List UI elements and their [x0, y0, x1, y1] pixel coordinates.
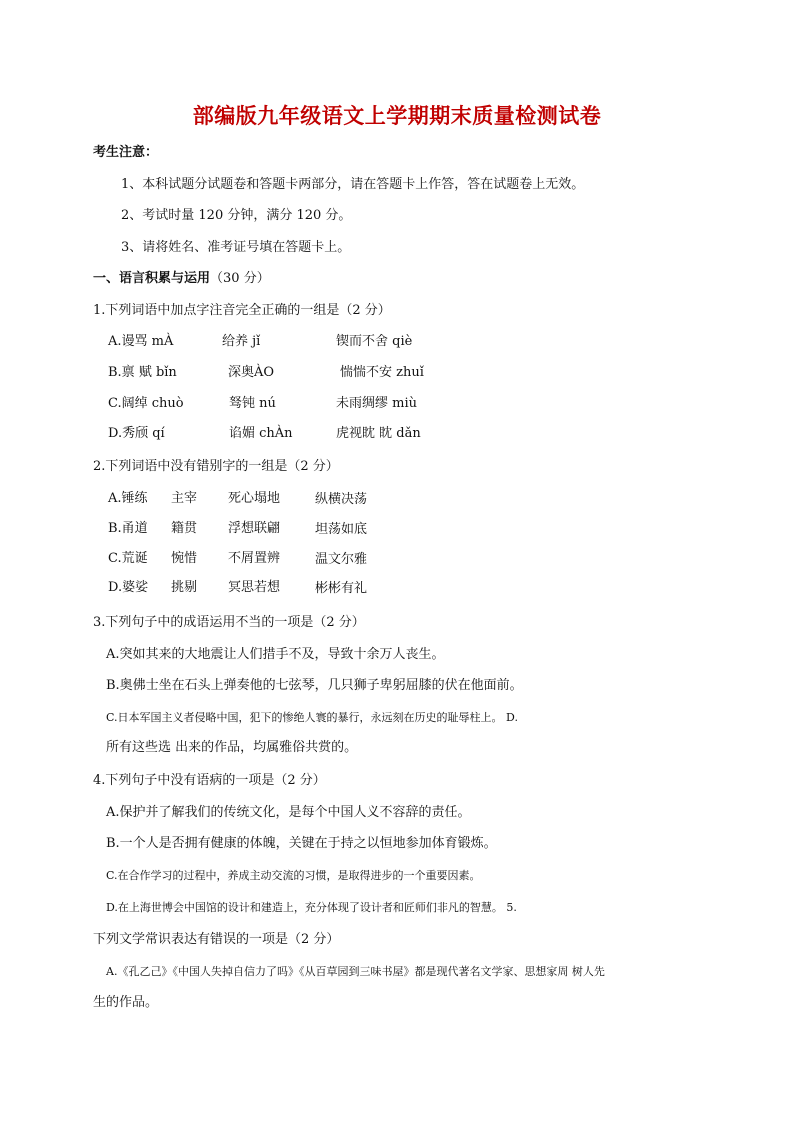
q1-a-1: A.谩骂 mÀ [108, 334, 174, 349]
q4-option-d: D.在上海世博会中国馆的设计和建造上，充分体现了设计者和匠师们非凡的智慧。 5. [106, 901, 517, 914]
q3-option-c: C.日本军国主义者侵略中国，犯下的惨绝人寰的暴行，永远刻在历史的耻辱柱上。 D. [106, 711, 518, 724]
q3-option-a: A.突如其来的大地震让人们措手不及，导致十余万人丧生。 [106, 647, 445, 662]
q1-b-1: B.禀 赋 bǐn [108, 365, 177, 380]
q1-d-2: 谄媚 chÀn [229, 426, 293, 441]
q2-d-2: 挑剔 [171, 580, 198, 595]
q2-a-2: 主宰 [171, 491, 198, 506]
q4-option-a: A.保护并了解我们的传统文化，是每个中国人义不容辞的责任。 [106, 805, 471, 820]
question-4-stem: 4.下列句子中没有语病的一项是（2 分） [93, 773, 326, 788]
q2-a-3: 死心塌地 [228, 491, 281, 506]
notice-heading: 考生注意： [93, 145, 159, 160]
page-title: 部编版九年级语文上学期期末质量检测试卷 [192, 104, 602, 128]
q1-d-3: 虎视眈 眈 dǎn [336, 426, 421, 441]
question-3-stem: 3.下列句子中的成语运用不当的一项是（2 分） [93, 615, 365, 630]
question-2-stem: 2.下列词语中没有错别字的一组是（2 分） [93, 459, 339, 474]
q1-b-3: 惴惴不安 zhuǐ [340, 365, 424, 380]
q2-a-1: A.锤练 [108, 491, 148, 506]
q2-d-1: D.婆娑 [108, 580, 149, 595]
q2-c-1: C.荒诞 [108, 551, 148, 566]
q2-d-3: 冥思若想 [228, 580, 281, 595]
q4-option-c: C.在合作学习的过程中，养成主动交流的习惯，是取得进步的一个重要因素。 [106, 869, 481, 882]
notice-item-2: 2、考试时量 120 分钟，满分 120 分。 [121, 208, 352, 223]
section-heading [93, 271, 270, 287]
q2-b-2: 籍贯 [171, 521, 198, 536]
q4-option-b: B.一个人是否拥有健康的体魄，关键在于持之以恒地参加体育锻炼。 [106, 836, 497, 851]
q3-option-d: 所有这些选 出来的作品，均属雅俗共赏的。 [106, 740, 358, 755]
q2-a-4: 纵横决荡 [315, 492, 368, 507]
q2-b-1: B.甬道 [108, 521, 148, 536]
q2-b-4: 坦荡如底 [315, 522, 368, 537]
notice-item-3: 3、请将姓名、准考证号填在答题卡上。 [121, 240, 351, 255]
q3-option-b: B.奥佛士坐在石头上弹奏他的七弦琴，几只狮子卑躬屈膝的伏在他面前。 [106, 678, 523, 693]
section-title: 一、语言积累与运用 [93, 271, 211, 286]
question-1-stem: 1.下列词语中加点字注音完全正确的一组是（2 分） [93, 303, 391, 318]
q5-option-a-line1: A.《孔乙己》《中国人失掉自信力了吗》《从百草园到三味书屋》都是现代著名文学家、思想家周 树人先 [106, 965, 605, 978]
q2-c-2: 惋惜 [171, 551, 198, 566]
q2-d-4: 彬彬有礼 [315, 581, 368, 596]
q1-d-1: D.秀颀 qí [108, 426, 165, 441]
q2-c-4: 温文尔雅 [315, 552, 368, 567]
q1-c-2: 驽钝 nú [229, 396, 276, 411]
q1-a-3: 锲而不舍 qiè [336, 334, 413, 349]
section-score: （30 分） [210, 271, 270, 286]
q1-c-1: C.阔绰 chuò [108, 396, 184, 411]
q1-b-2: 深奥ÀO [228, 365, 275, 380]
q2-c-3: 不屑置辨 [228, 551, 281, 566]
q5-option-a-line2: 生的作品。 [93, 995, 159, 1010]
q1-c-3: 未雨绸缪 miù [336, 396, 417, 411]
q2-b-3: 浮想联翩 [228, 521, 281, 536]
notice-item-1: 1、本科试题分试题卷和答题卡两部分，请在答题卡上作答，答在试题卷上无效。 [121, 177, 585, 192]
q1-a-2: 给养 jǐ [222, 334, 261, 349]
question-5-stem: 下列文学常识表达有错误的一项是（2 分） [93, 932, 340, 947]
